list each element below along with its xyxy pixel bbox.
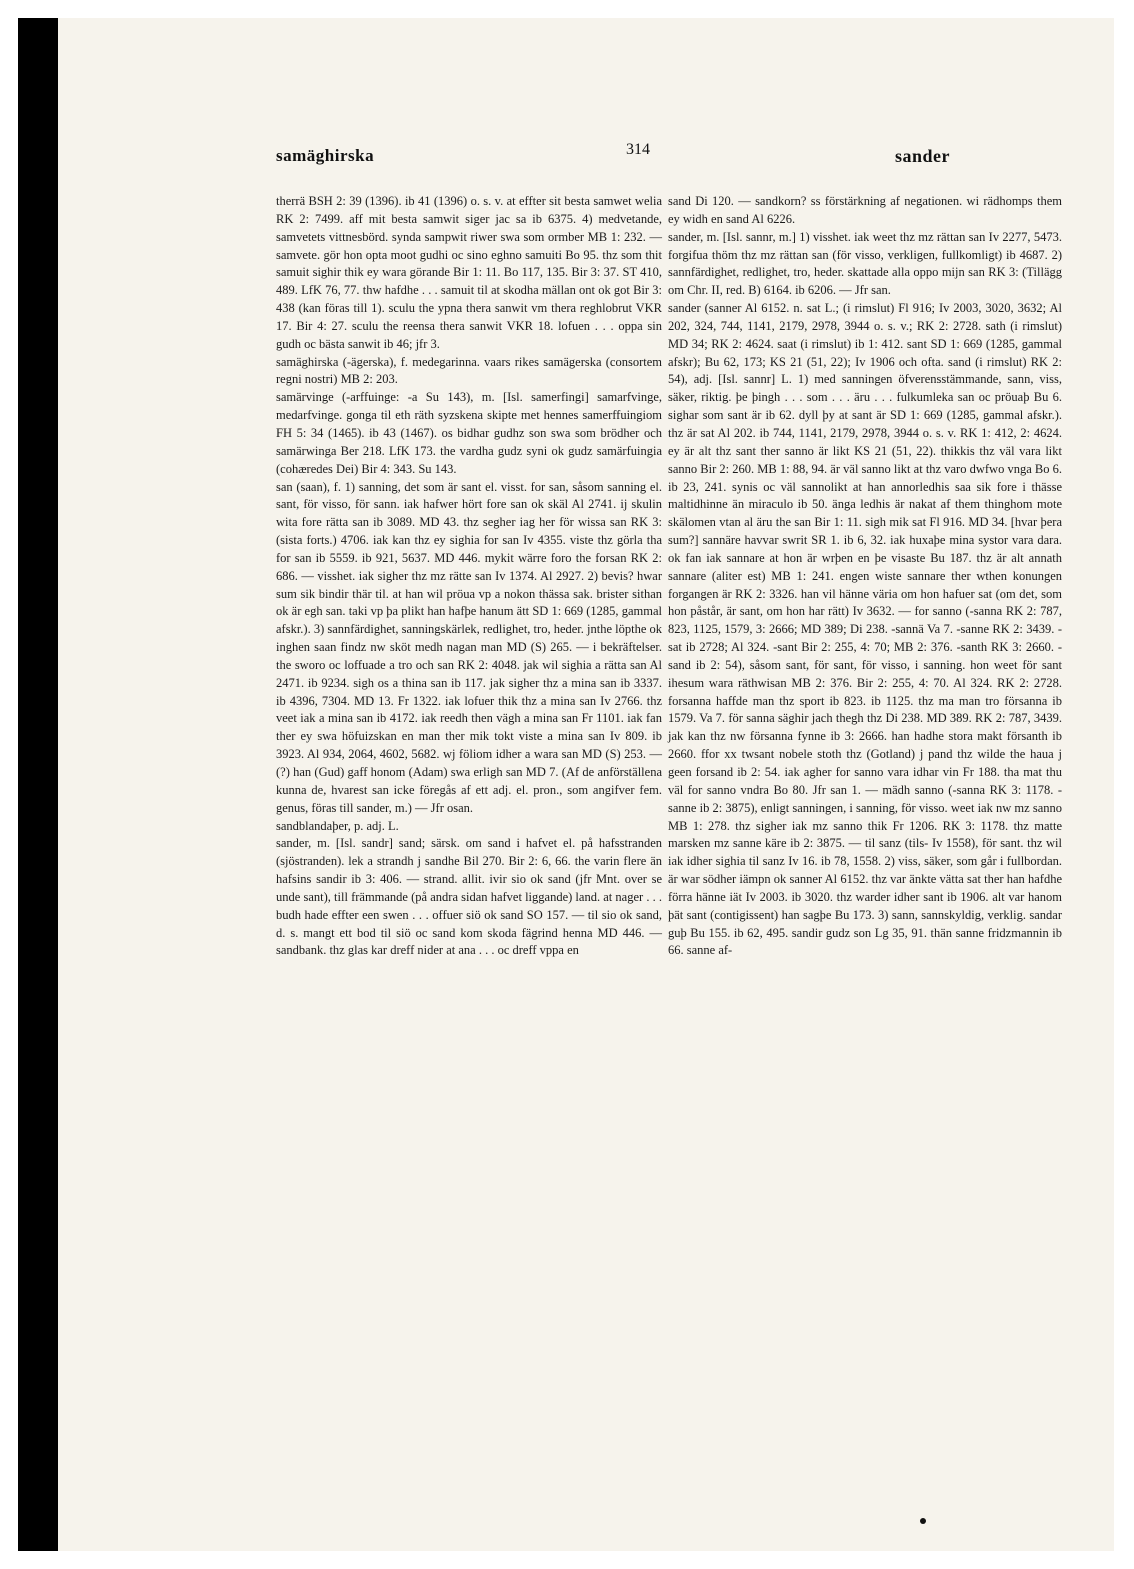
scan-frame xyxy=(18,18,1114,1551)
dictionary-page xyxy=(58,18,1114,1551)
entry-samarvinge: samärvinge (-arffuinge: -a Su 143), m. [Isl. samerfingi] samarfvinge, medarfvinge. gonga til eth räth syzskena skipte met hennes samerffuingiom FH 5: 34 (1465). ib 43 (1467). os bidhar gudhz son swa som brödher och samärwinga Ber 218. LfK 173. the vardha gudz syni ok gudz samärfuingia (cohæredes Dei) Bir 4: 343. Su 143. xyxy=(276,390,662,476)
entry-samaghirska: samäghirska (-ägerska), f. medegarinna. vaars rikes samägerska (consortem regni nostri) MB 2: 203. xyxy=(276,354,662,387)
page-number: 314 xyxy=(626,141,650,158)
ink-dot xyxy=(920,1518,926,1524)
entry-sand-cont: sand Di 120. — sandkorn? ss förstärkning af negationen. wi rädhomps them ey widh en sand Al 6226. xyxy=(668,194,1062,226)
entry-samvete-cont: therrä BSH 2: 39 (1396). ib 41 (1396) o. s. v. at effter sit besta samwet welia RK 2: 7499. aff mit besta samwit siger jac sa ib 6375. 4) medvetande, samvetets vittnesbörd. synda sampwit riwer swa som ormber MB 1: 232. — samvete. gör hon opta moot gudhi oc sino eghno samuiti Bo 95. thz som thit samuit sighir thik ey wara görande Bir 1: 11. Bo 117, 135. Bir 3: 37. ST 410, 489. LfK 76, 77. thw hafdhe . . . samuit til at skodha mällan ont ok got Bir 3: 438 (kan föras till 1). sculu the ypna thera sanwit vm thera reghlobrut VKR 17. Bir 4: 27. sculu the reensa thera sanwit VKR 18. lofuen . . . oppa sin gudh oc bästa sanwit ib 46; jfr 3. xyxy=(276,194,662,351)
entry-sander-sand: sander, m. [Isl. sandr] sand; särsk. om sand i hafvet el. på hafsstranden (sjöstranden). lek a strandh j sandhe Bil 270. Bir 2: 6, 66. the varin flere än hafsins sandir ib 3: 406. — strand. allit. ivir sio ok sand (jfr Mnt. over se unde sant), till främmande (på andra sidan hafvet liggande) land. at nager . . . budh hade effter een swen . . . offuer siö ok sand SO 157. — til sio ok sand, d. s. mangt ett bod til siö oc sand kom skoda fägrind henna MD 446. — sandbank. thz glas kar dreff nider at ana . . . oc dreff vppa en xyxy=(276,836,662,958)
entry-san: san (saan), f. 1) sanning, det som är sant el. visst. for san, såsom sanning el. sant, för visso, för sann. iak hafwer hört fore san ok skäl Al 2741. ij skulin wita fore rätta san ib 3089. MD 43. thz segher iag her för wissa san RK 3: (sista forts.) 4706. iak kan thz ey sighia for san Iv 4355. viste thz görla tha for san ib 5559. ib 921, 5637. MD 446. mykit wärre foro the forsan RK 2: 686. — visshet. iak sigher thz mz rätte san Iv 1374. Al 2927. 2) bevis? hwar sum sik bindir thär til. at han wil pröua vp a nokon thässa sak. brister sithan ok är egh san. taki vp þa plikt han hafþe hanum ätt SD 1: 669 (1285, gammal afskr.). 3) sannfärdighet, sanningskärlek, redlighet, tro, heder. jnthe löpthe ok inghen saan findz nw sköt medh nagan man MD (S) 265. — i bekräftelser. the sworo oc loffuade a tro och san RK 2: 4048. jak wil sighia a rätta san Al 2471. ib 9234. sigh os a thina san ib 117. jak sigher thz a mina san ib 3337. ib 4396, 7304. MD 13. Fr 1322. iak lofuer thik thz a mina san Iv 2766. thz veet iak a mina san ib 4172. iak reedh then vägh a mina san Fr 1101. iak fan ther ey swa höfuizskan en man ther mik tokt viste a mina san Iv 809. ib 3923. Al 934, 2064, 4602, 5682. wj föliom idher a wara san MD (S) 253. — (?) han (Gud) gaff honom (Adam) swa erligh san MD 7. (Af de anförställena kunna de, hvarest san icke föregås af ett adj. el. pron., som angifver fem. genus, föras till sander, m.) — Jfr osan. xyxy=(276,479,663,815)
entry-sander-adj: sander (sanner Al 6152. n. sat L.; (i rimslut) Fl 916; Iv 2003, 3020, 3632; Al 202, 324, 744, 1141, 2179, 2978, 3944 o. s. v.; RK 2: 2728. sath (i rimslut) MD 34; RK 2: 4624. saat (i rimslut) ib 1: 412. sant SD 1: 669 (1285, gammal afskr); Bu 62, 173; KS 21 (51, 22); Iv 1906 och ofta. sand (i rimslut) RK 2: 54), adj. [Isl. sannr] L. 1) med sanningen öfverensstämmande, sann, viss, säker, riktig. þe þingh . . . som . . . äru . . . fulkumleka san oc pröuaþ Bu 6. sighar som sant är ib 62. dyll þy at sant är SD 1: 669 (1285, gammal afskr.). thz är sat Al 202. ib 744, 1141, 2179, 2978, 3944 o. s. v. RK 1: 412, 2: 4624. ey är alt thz sant ther sanno är likt KS 21 (51, 22). thikkis thz väl vara likt sanno Bir 2: 260. MB 1: 88, 94. är väl sanno likt at thz varo dwfwo vnga Bo 6. ib 23, 241. synis oc väl sannolikt at han annorledhis saa sik fore i thässe maltidhinne än miraculo ib 50. änga ledhis är nakat af them thinghom mote skälomen vtan al äru the san Bir 1: 11. sigh mik sat Fl 916. MD 34. [hvar þera sum?] sannäre havvar swrit SR 1. ib 6, 32. iak huxaþe mina systor vara dara. ok fan iak sannare at hon är wrþen en þe visaste Bu 187. thz är alt annath sannare (aliter est) MB 1: 241. engen wiste sannare ther wthen konungen forgangen är RK 2: 3326. han vil hänne väria om hon hafuer sat (om det, som hon påstår, är sant, om hon har rätt) Iv 3632. — for sanno (-sanna RK 2: 787, 823, 1125, 1579, 3: 2666; MD 389; Di 238. -sannä Va 7. -sanne RK 2: 3439. -sat ib 2728; Al 324. -sant Bir 2: 255, 4: 70; MB 2: 376. -santh RK 3: 2660. -sand ib 2: 54), såsom sant, för sant, för visso, i sanning. hon weet för sant ihesum wara räthwisan MB 2: 376. Bir 2: 255, 4: 70. Al 324. RK 2: 2728. forsanna haffde man thz sport ib 823. ib 1125. thz ma man tro försanna ib 1579. Va 7. för sanna säghir jach thegh thz Di 238. MD 389. RK 2: 787, 3439. jak kan thz nw försanna fynne ib 3: 2666. han hadhe stora makt försanth ib 2660. ffor xx twsant nobele stoth thz (Gotland) j pand thz wilde the haua j geen forsand ib 2: 54. iak agher for sanno vara idhar vin Fr 188. tha mat thu väl for sanno vndra Bo 80. Jfr san 1. — mädh sanno (-sanna RK 3: 1178. -sanne ib 2: 3875), enligt sanningen, i sanning, för visso. weet iak nw mz sanno MB 1: 278. thz sigher iak mz sanno thik Fr 1206. RK 3: 1178. thz matte marsken mz sanne käre ib 2: 3875. — til sanz (tils- Iv 1558), för sant. thz wil iak idher sighia til sanz Iv 16. ib 78, 1558. 2) viss, säker, som går i fullbordan. är war södher iämpn ok sanner Al 6152. thz var änkte vätta sat ther han hafdhe förra hänne iät Iv 2003. ib 3020. thz warder idher sant ib 1906. alt var hanom þät sant (contigissent) han sagþe Bu 173. 3) sann, sannskyldig, verklig. sandar guþ Bu 155. ib 62, 495. sandir gudz son Lg 35, 91. thän sanne fridzmannin ib 66. sanne af- xyxy=(668,301,1062,958)
right-column xyxy=(668,193,1062,960)
entry-sandblandather: sandblandaþer, p. adj. L. xyxy=(276,818,399,833)
entry-sander-visshet: sander, m. [Isl. sannr, m.] 1) visshet. iak weet thz mz rättan san Iv 2277, 5473. forgifua thöm thz mz rättan san (för visso, verkligen, fullkomligt) ib 4687. 2) sannfärdighet, redlighet, tro, heder. skattade alla oppo mijn san RK 3: (Tillägg om Chr. II, red. B) 6164. ib 6206. — Jfr san. xyxy=(668,229,1062,298)
left-column xyxy=(276,193,662,960)
running-head-left: samäghirska xyxy=(276,146,375,165)
running-head-right: sander xyxy=(894,146,950,166)
